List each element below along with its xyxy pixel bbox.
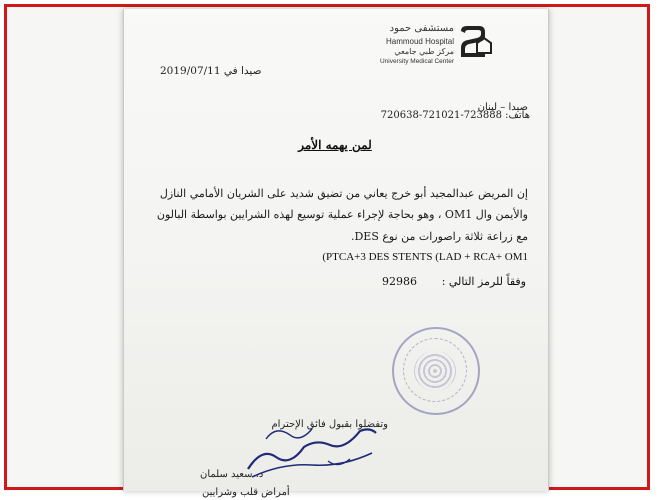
body-line-1: إن المريض عبدالمجيد أبو خرج يعاني من تضيق شديد على الشريان الأمامي النازل — [159, 187, 528, 200]
procedure-line: (PTCA+3 DES STENTS (LAD + RCA+ OM1 — [322, 251, 528, 263]
body-line-2: والأيمن وال OM1 ، وهو بحاجة لإجراء عملية توسيع لهذه الشرايين بواسطة البالون — [156, 208, 528, 221]
hospital-subtitle-arabic: مركز طبي جامعي — [394, 47, 454, 56]
closing-line: وتفضلوا بقبول فائق الإحترام — [271, 419, 388, 430]
procedure-code-label: وفقاً للرمز التالي : — [441, 275, 526, 288]
hospital-phone: هاتف: 723888-721021-720638 — [380, 110, 530, 121]
procedure-code-value: 92986 — [382, 275, 417, 288]
hospital-city: صيدا – لبنان — [477, 102, 528, 113]
hospital-stamp-icon — [392, 327, 480, 415]
hospital-name-english: Hammoud Hospital — [385, 37, 454, 46]
hospital-subtitle-english: University Medical Center — [379, 58, 454, 65]
hospital-logo-icon — [457, 23, 493, 59]
letter-heading: لمن يهمه الأمر — [298, 138, 372, 152]
doctor-name: د. سعيد سلمان — [200, 469, 264, 480]
document-frame — [4, 4, 650, 498]
body-line-3: مع زراعة ثلاثة راصورات من نوع DES. — [350, 230, 528, 243]
hospital-name-arabic: مستشفى حمود — [389, 23, 454, 34]
letter-page — [123, 9, 549, 498]
doctor-specialty: أمراض قلب وشرايين — [202, 487, 290, 498]
letter-date: 2019/07/11 صيدا في — [160, 65, 262, 77]
